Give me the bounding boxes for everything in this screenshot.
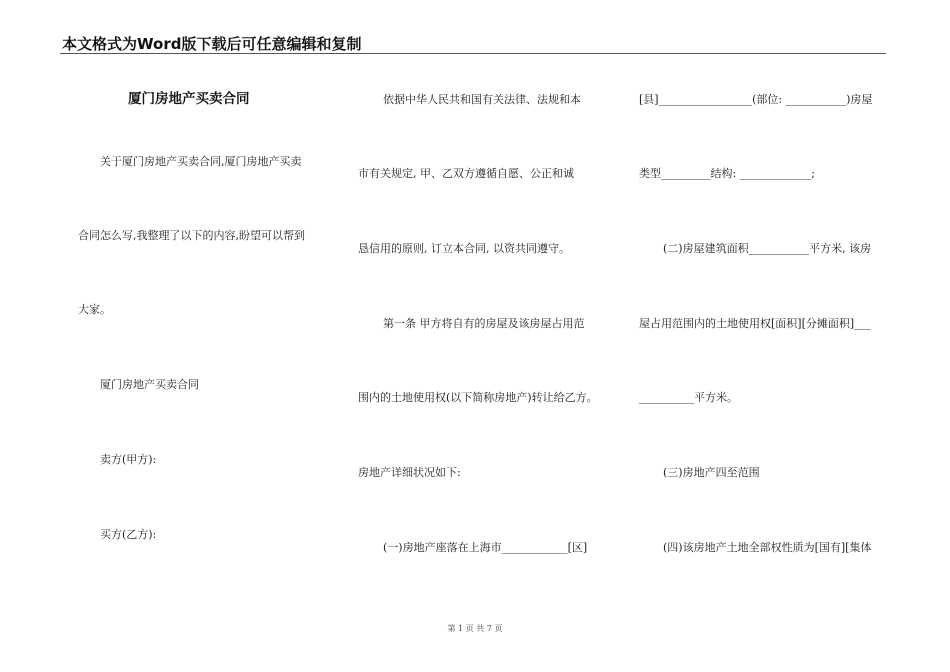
paragraph-line: 市有关规定, 甲、乙双方遵循自愿、公正和诚 — [358, 167, 574, 180]
paragraph-line: 依据中华人民共和国有关法律、法规和本 — [383, 93, 581, 106]
paragraph-line: 房地产详细状况如下: — [358, 466, 461, 479]
buyer-label: 买方(乙方): — [100, 528, 157, 541]
paragraph-line: (一)房地产座落在上海市____________[区] — [383, 541, 588, 554]
paragraph-line: (四)该房地产土地全部权性质为[国有][集体 — [663, 541, 872, 554]
paragraph-line: [县]_________________(部位: ___________)房屋 — [639, 93, 873, 106]
paragraph-line: __________平方米。 — [639, 391, 738, 404]
paragraph-line: 围内的土地使用权(以下简称房地产)转让给乙方。 — [358, 391, 598, 404]
paragraph-line: 类型_________结构: _____________; — [639, 167, 815, 180]
page-number: 第 1 页 共 7 页 — [447, 624, 503, 633]
contract-title: 厦门房地产买卖合同 — [128, 91, 250, 107]
paragraph-line: 合同怎么写,我整理了以下的内容,盼望可以帮到 — [78, 229, 305, 242]
paragraph-line: (三)房地产四至范围 — [663, 466, 760, 479]
paragraph-line: 厦门房地产买卖合同 — [100, 378, 199, 391]
header-divider — [60, 53, 886, 54]
paragraph-line: 第一条 甲方将自有的房屋及该房屋占用范 — [383, 317, 585, 330]
seller-label: 卖方(甲方): — [100, 453, 157, 466]
paragraph-line: (二)房屋建筑面积___________平方米, 该房 — [663, 242, 872, 255]
paragraph-line: 恳信用的原则, 订立本合同, 以资共同遵守。 — [358, 242, 570, 255]
paragraph-line: 关于厦门房地产买卖合同,厦门房地产买卖 — [100, 155, 302, 168]
paragraph-line: 屋占用范围内的土地使用权[面积][分摊面积]___ — [639, 317, 871, 330]
document-header: 本文格式为Word版下载后可任意编辑和复制 — [62, 35, 362, 53]
paragraph-line: 大家。 — [78, 303, 111, 316]
